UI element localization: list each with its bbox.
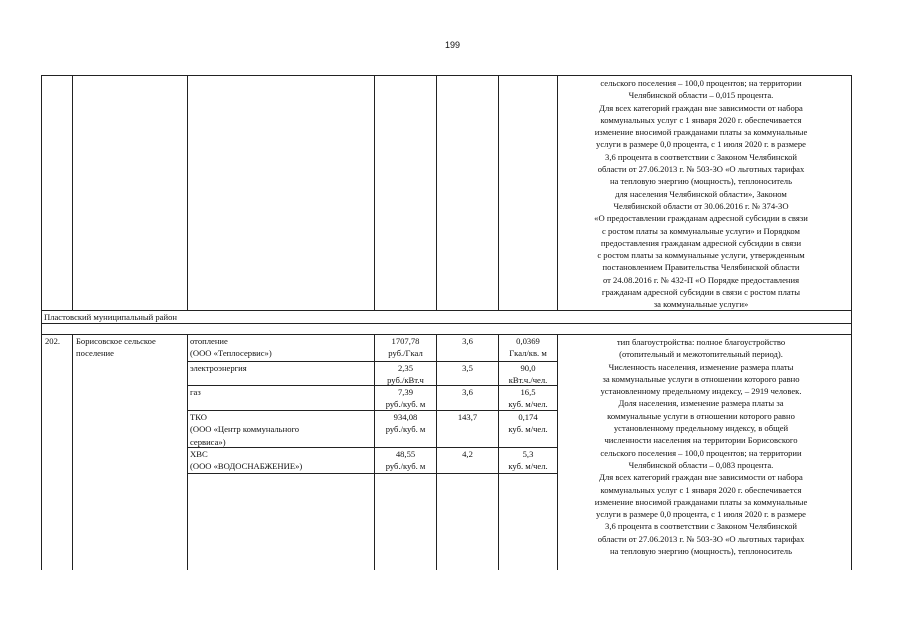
- settlement-line: Борисовское сельское: [76, 336, 156, 346]
- top-notes: [559, 77, 843, 311]
- note-line: Численность населения, изменение размера платы: [608, 361, 794, 372]
- service-name: [190, 411, 299, 448]
- row-number: 202.: [45, 336, 61, 346]
- note-line: 3,6 процента в соответствии с Законом Челябинской: [605, 151, 797, 162]
- note-line: за коммунальные услуги»: [653, 299, 749, 310]
- tariff-value: 934,08: [393, 412, 418, 422]
- service-volume: [499, 386, 557, 411]
- tariff-value: 7,39: [397, 387, 414, 397]
- volume-unit: куб. м/чел.: [508, 424, 548, 435]
- tariff-unit: руб./кВт.ч: [387, 375, 424, 386]
- service-growth: 4,2: [462, 449, 473, 459]
- note-line: численности населения на территории Борисовского: [604, 435, 798, 446]
- note-line: сельского поселения – 100,0 процентов; на территории: [600, 447, 802, 458]
- service-name: [190, 448, 302, 473]
- service-growth: 3,6: [462, 387, 473, 397]
- page-number: 199: [444, 40, 461, 50]
- note-line: сельского поселения – 100,0 процентов; на территории: [600, 78, 802, 88]
- note-line: на тепловую энергию (мощность), теплоноситель: [609, 176, 793, 187]
- volume-value: 90,0: [520, 363, 536, 373]
- service-tariff: [375, 362, 436, 387]
- note-line: постановлением Правительства Челябинской области: [602, 262, 800, 273]
- service-tariff: [375, 335, 436, 360]
- service-growth: 143,7: [457, 412, 478, 422]
- note-line: коммунальные услуги в отношении которого равно: [607, 410, 795, 421]
- service-name-line: газ: [190, 387, 201, 397]
- note-line: услуги в размере 0,0 процента, с 1 июля 2020 г. в размере: [596, 509, 806, 520]
- service-name-line: (ООО «Теплосервис»): [190, 348, 272, 359]
- service-name-line: (ООО «Центр коммунального: [190, 424, 300, 435]
- volume-unit: куб. м/чел.: [508, 461, 548, 472]
- district-label: Пластовский муниципальный район: [44, 312, 177, 322]
- note-line: Челябинской области – 0,083 процента.: [628, 459, 774, 470]
- volume-value: 16,5: [520, 387, 536, 397]
- service-name: [190, 386, 201, 398]
- note-line: услуги в размере 0,0 процента, с 1 июля 2020 г. в размере: [596, 139, 806, 150]
- volume-value: 5,3: [522, 449, 534, 459]
- note-line: области от 27.06.2013 г. № 503-ЗО «О льготных тарифах: [597, 533, 805, 544]
- service-name-line: отопление: [190, 336, 228, 346]
- service-name-line: ХВС: [190, 449, 208, 459]
- note-line: изменение вносимой гражданами платы за коммунальные: [594, 496, 808, 507]
- bottom-notes: [559, 336, 843, 557]
- service-name: [190, 362, 247, 374]
- tariff-value: 1707,78: [391, 336, 420, 346]
- note-line: Для всех категорий граждан вне зависимости от набора: [599, 472, 803, 483]
- note-line: за коммунальные услуги в отношении которого равно: [602, 373, 800, 384]
- note-line: Для всех категорий граждан вне зависимости от набора: [599, 102, 803, 113]
- note-line: Челябинской области от 30.06.2016 г. № 374-ЗО: [613, 200, 789, 211]
- service-name: [190, 335, 272, 360]
- settlement-line: поселение: [76, 348, 114, 359]
- tariff-value: 2,35: [397, 363, 414, 373]
- tariff-unit: руб./куб. м: [385, 461, 426, 472]
- note-line: с ростом платы за коммунальные услуги» и Порядком: [602, 225, 800, 236]
- note-line: с ростом платы за коммунальные услуги, утвержденным: [597, 250, 805, 261]
- note-line: гражданам адресной субсидии в связи с ростом платы: [601, 287, 801, 298]
- service-volume: [499, 362, 557, 387]
- tariff-value: 48,55: [395, 449, 416, 459]
- note-line: предоставления гражданам адресной субсидии в связи: [600, 237, 802, 248]
- note-line: на тепловую энергию (мощность), теплоноситель: [609, 546, 793, 557]
- service-growth: 3,6: [462, 336, 473, 346]
- volume-unit: кВт.ч./чел.: [508, 375, 548, 386]
- tariff-unit: руб./куб. м: [385, 399, 426, 410]
- note-line: Доля населения, изменение размера платы за: [618, 398, 784, 409]
- note-line: от 24.08.2016 г. № 432-П «О Порядке предоставления: [602, 274, 800, 285]
- note-line: коммунальных услуг с 1 января 2020 г. обеспечивается: [600, 484, 802, 495]
- note-line: 3,6 процента в соответствии с Законом Челябинской: [605, 521, 797, 532]
- note-line: установленному предельному индексу, – 2919 человек.: [600, 386, 802, 397]
- note-line: (отопительный и межотопительный период).: [619, 349, 783, 360]
- service-name-line: сервиса»): [190, 436, 226, 447]
- service-name-line: ТКО: [190, 412, 207, 422]
- note-line: коммунальных услуг с 1 января 2020 г. обеспечивается: [600, 114, 802, 125]
- volume-unit: Гкал/кв. м: [509, 348, 547, 359]
- tariff-unit: руб./куб. м: [385, 424, 426, 435]
- note-line: для населения Челябинской области», Законом: [615, 188, 787, 199]
- service-growth: 3,5: [462, 363, 473, 373]
- service-tariff: [375, 411, 436, 436]
- note-line: тип благоустройства: полное благоустройство: [616, 337, 786, 347]
- service-name-line: (ООО «ВОДОСНАБЖЕНИЕ»): [190, 461, 303, 472]
- volume-unit: куб. м/чел.: [508, 399, 548, 410]
- settlement-name: [76, 335, 156, 360]
- note-line: установленному предельному индексу, в общей: [613, 423, 789, 434]
- note-line: Челябинской области – 0,015 процента.: [628, 90, 774, 101]
- service-tariff: [375, 386, 436, 411]
- service-volume: [499, 448, 557, 473]
- note-line: области от 27.06.2013 г. № 503-ЗО «О льготных тарифах: [597, 164, 805, 175]
- tariff-unit: руб./Гкал: [388, 348, 423, 359]
- note-line: «О предоставлении гражданам адресной субсидии в связи: [594, 213, 808, 224]
- volume-value: 0,0369: [516, 336, 540, 346]
- volume-value: 0,174: [518, 412, 538, 422]
- note-line: изменение вносимой гражданами платы за коммунальные: [594, 127, 808, 138]
- service-volume: [499, 411, 557, 436]
- service-volume: [499, 335, 557, 360]
- service-tariff: [375, 448, 436, 473]
- service-name-line: электроэнергия: [190, 363, 247, 373]
